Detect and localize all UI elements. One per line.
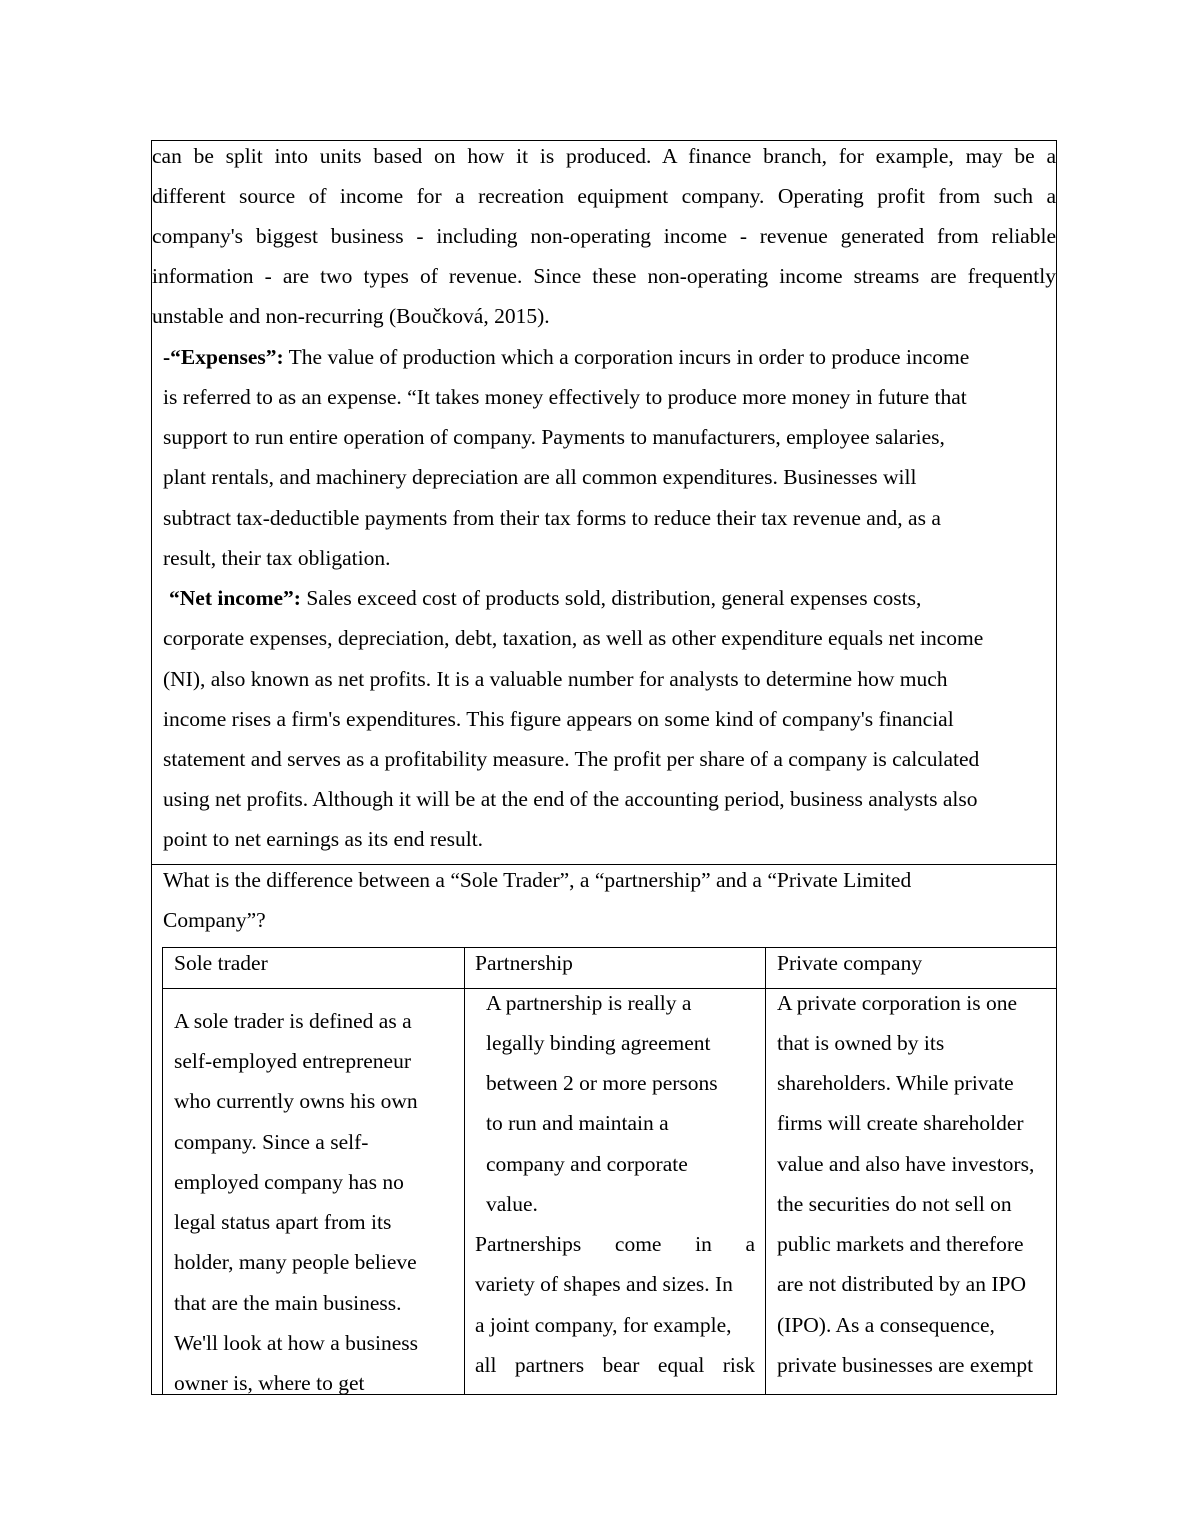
intro-line: can be split into units based on how it is produced. A finance branch, for example, may be a	[152, 144, 1056, 168]
expenses-line: is referred to as an expense. “It takes money effectively to produce more money in future that	[163, 385, 967, 409]
private-company-line: public markets and therefore	[777, 1232, 1024, 1256]
sole-trader-line: owner is, where to get	[174, 1371, 365, 1395]
private-company-line: (IPO). As a consequence,	[777, 1313, 995, 1337]
header-private-company: Private company	[777, 951, 923, 975]
partnership-line: variety of shapes and sizes. In	[475, 1272, 733, 1296]
document-table	[151, 140, 1057, 1395]
partnership-line: value.	[486, 1192, 538, 1216]
expenses-line: -“Expenses”: The value of production which a corporation incurs in order to produce income	[163, 345, 970, 369]
net-income-line: corporate expenses, depreciation, debt, taxation, as well as other expenditure equals net income	[163, 626, 984, 650]
net-income-line: “Net income”: Sales exceed cost of products sold, distribution, general expenses costs,	[169, 586, 922, 610]
net-income-line: point to net earnings as its end result.	[163, 827, 484, 851]
header-sole-trader: Sole trader	[174, 951, 268, 975]
partnership-line: to run and maintain a	[486, 1111, 669, 1135]
sole-trader-line: We'll look at how a business	[174, 1331, 418, 1355]
private-company-line: shareholders. While private	[777, 1071, 1014, 1095]
sole-trader-line: company. Since a self-	[174, 1130, 369, 1154]
intro-line: company's biggest business - including non-operating income - revenue generated from reliable	[152, 224, 1056, 248]
sole-trader-line: holder, many people believe	[174, 1250, 417, 1274]
sole-trader-line: who currently owns his own	[174, 1089, 418, 1113]
partnership-line: Partnerships come in a	[475, 1232, 755, 1256]
net-income-line: (NI), also known as net profits. It is a valuable number for analysts to determine how much	[163, 667, 948, 691]
sole-trader-line: employed company has no	[174, 1170, 404, 1194]
private-company-line: private businesses are exempt	[777, 1353, 1034, 1377]
partnership-line: a joint company, for example,	[475, 1313, 732, 1337]
private-company-line: that is owned by its	[777, 1031, 945, 1055]
expenses-line: plant rentals, and machinery depreciation are all common expenditures. Businesses will	[163, 465, 917, 489]
question-line: Company”?	[163, 908, 266, 932]
net-income-label: “Net income”:	[169, 586, 301, 610]
private-company-line: firms will create shareholder	[777, 1111, 1024, 1135]
intro-line: different source of income for a recreation equipment company. Operating profit from such a	[152, 184, 1056, 208]
question-line: What is the difference between a “Sole Trader”, a “partnership” and a “Private Limited	[163, 868, 912, 892]
net-income-line: income rises a firm's expenditures. This figure appears on some kind of company's financial	[163, 707, 954, 731]
sole-trader-line: A sole trader is defined as a	[174, 1009, 412, 1033]
net-income-line: statement and serves as a profitability measure. The profit per share of a company is calculated	[163, 747, 980, 771]
private-company-line: value and also have investors,	[777, 1152, 1035, 1176]
private-company-line: A private corporation is one	[777, 991, 1018, 1015]
expenses-label: -“Expenses”:	[163, 345, 284, 369]
private-company-line: are not distributed by an IPO	[777, 1272, 1026, 1296]
private-company-line: the securities do not sell on	[777, 1192, 1012, 1216]
partnership-line: between 2 or more persons	[486, 1071, 718, 1095]
sole-trader-line: self-employed entrepreneur	[174, 1049, 411, 1073]
intro-line: information - are two types of revenue. Since these non-operating income streams are frequently	[152, 264, 1056, 288]
expenses-line: result, their tax obligation.	[163, 546, 391, 570]
business-types-cell	[152, 865, 1056, 1394]
partnership-line: company and corporate	[486, 1152, 688, 1176]
sole-trader-line: legal status apart from its	[174, 1210, 392, 1234]
sole-trader-column	[163, 948, 465, 1395]
intro-line: unstable and non-recurring (Boučková, 2015).	[152, 304, 550, 328]
partnership-line: legally binding agreement	[486, 1031, 711, 1055]
comparison-table	[162, 947, 1057, 1395]
private-company-column	[766, 948, 1057, 1395]
partnership-line: all partners bear equal risk	[475, 1353, 755, 1377]
expenses-line: support to run entire operation of company. Payments to manufacturers, employee salaries,	[163, 425, 945, 449]
income-statement-cell	[152, 141, 1056, 865]
partnership-line: A partnership is really a	[486, 991, 692, 1015]
net-income-line: using net profits. Although it will be at the end of the accounting period, business analysts also	[163, 787, 978, 811]
header-partnership: Partnership	[475, 951, 573, 975]
partnership-column	[465, 948, 766, 1395]
expenses-line: subtract tax-deductible payments from their tax forms to reduce their tax revenue and, as a	[163, 506, 941, 530]
sole-trader-line: that are the main business.	[174, 1291, 402, 1315]
